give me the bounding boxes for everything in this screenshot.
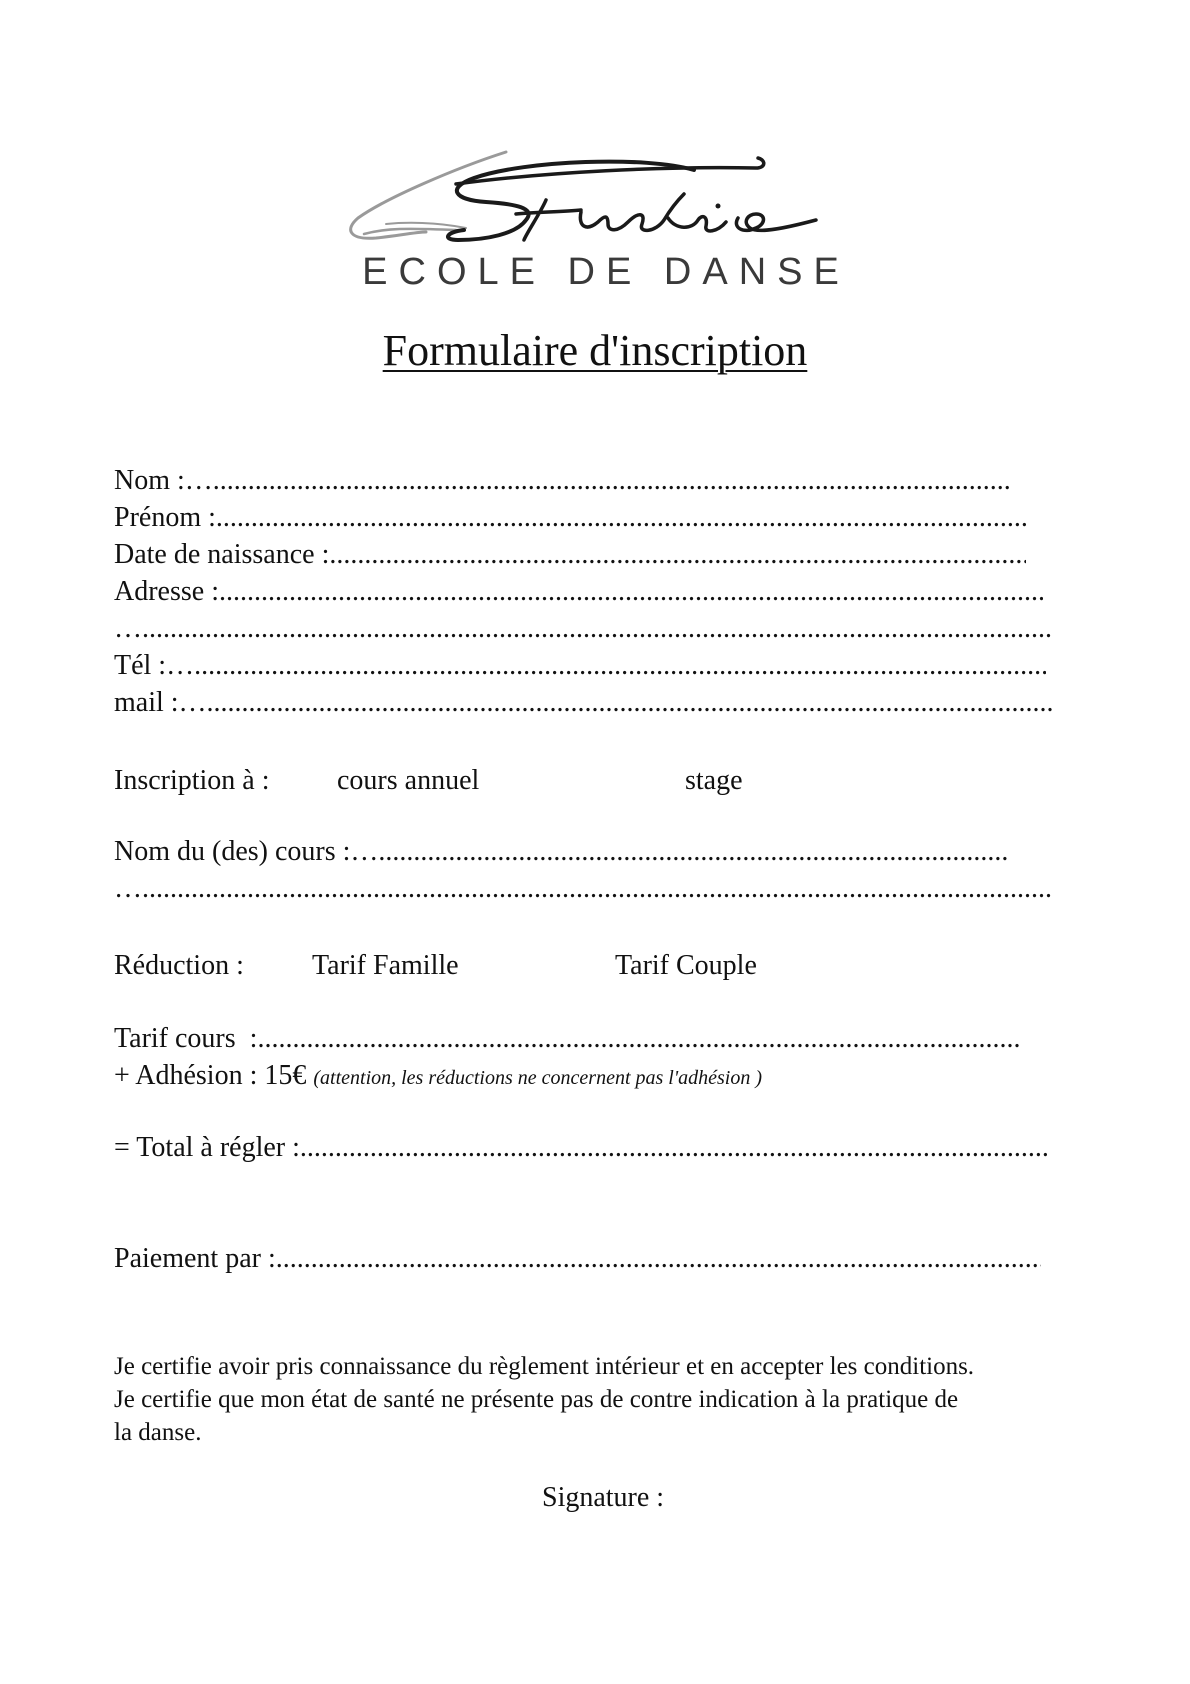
tarif-cours-label: Tarif cours : [114, 1023, 258, 1054]
school-logo [346, 148, 866, 298]
signature-label[interactable]: Signature : [542, 1482, 665, 1513]
certification-text [114, 1350, 1094, 1449]
cours-dotted-line [378, 835, 1008, 869]
cours-continuation-dotted-line [142, 872, 1053, 906]
mail-dotted-line [207, 686, 1052, 720]
adresse-continuation-dotted-line [142, 612, 1053, 646]
reduction-label: Réduction : [114, 950, 244, 981]
school-name: ECOLE DE DANSE [362, 251, 850, 293]
adresse-label: Adresse : [114, 576, 219, 607]
certification-line: Je certifie que mon état de santé ne présente pas de contre indication à la pratique de [114, 1386, 959, 1413]
cours-field[interactable] [114, 833, 1008, 869]
studio-wordmark-logo [346, 148, 866, 258]
tel-field[interactable] [114, 647, 1046, 683]
tarif-cours-field[interactable] [114, 1020, 1021, 1056]
tarif-cours-dotted-line [257, 1022, 1021, 1056]
paiement-label: Paiement par : [114, 1243, 276, 1274]
certification-line: la danse. [114, 1419, 202, 1446]
tel-dotted-line [194, 649, 1046, 683]
mail-field[interactable] [114, 684, 1052, 720]
adresse-continuation-label: … [114, 613, 142, 644]
prenom-label: Prénom : [114, 502, 216, 533]
adresse-continuation-field[interactable] [114, 610, 1053, 646]
nom-field[interactable] [114, 462, 1011, 498]
adhesion-label: + Adhésion : 15€ [114, 1060, 307, 1091]
reduction-option-couple[interactable]: Tarif Couple [615, 950, 757, 981]
adresse-dotted-line [219, 575, 1043, 609]
adhesion-note: (attention, les réductions ne concernent pas l'adhésion ) [313, 1067, 762, 1089]
total-label: = Total à régler : [114, 1132, 300, 1163]
cours-continuation-label: … [114, 873, 142, 904]
inscription-option-cours-annuel[interactable]: cours annuel [337, 765, 480, 796]
tel-label: Tél :… [114, 650, 195, 681]
inscription-label: Inscription à : [114, 765, 270, 796]
cours-continuation-field[interactable] [114, 870, 1053, 906]
reduction-option-famille[interactable]: Tarif Famille [312, 950, 459, 981]
total-dotted-line [300, 1131, 1047, 1165]
paiement-field[interactable] [114, 1240, 1041, 1276]
nom-dotted-line [213, 464, 1011, 498]
adresse-field[interactable] [114, 573, 1043, 609]
page-title: Formulaire d'inscription [382, 326, 808, 375]
prenom-field[interactable] [114, 499, 1029, 535]
date-naissance-field[interactable] [114, 536, 1026, 572]
paiement-dotted-line [276, 1242, 1041, 1276]
mail-label: mail :… [114, 687, 207, 718]
prenom-dotted-line [216, 501, 1029, 535]
total-field[interactable] [114, 1129, 1047, 1165]
date-naissance-dotted-line [329, 538, 1026, 572]
inscription-option-stage[interactable]: stage [685, 765, 743, 796]
adhesion-line [114, 1059, 762, 1095]
cours-label: Nom du (des) cours :… [114, 836, 379, 867]
nom-label: Nom :… [114, 465, 213, 496]
date-naissance-label: Date de naissance : [114, 539, 330, 570]
certification-line: Je certifie avoir pris connaissance du règlement intérieur et en accepter les conditions. [114, 1353, 975, 1380]
